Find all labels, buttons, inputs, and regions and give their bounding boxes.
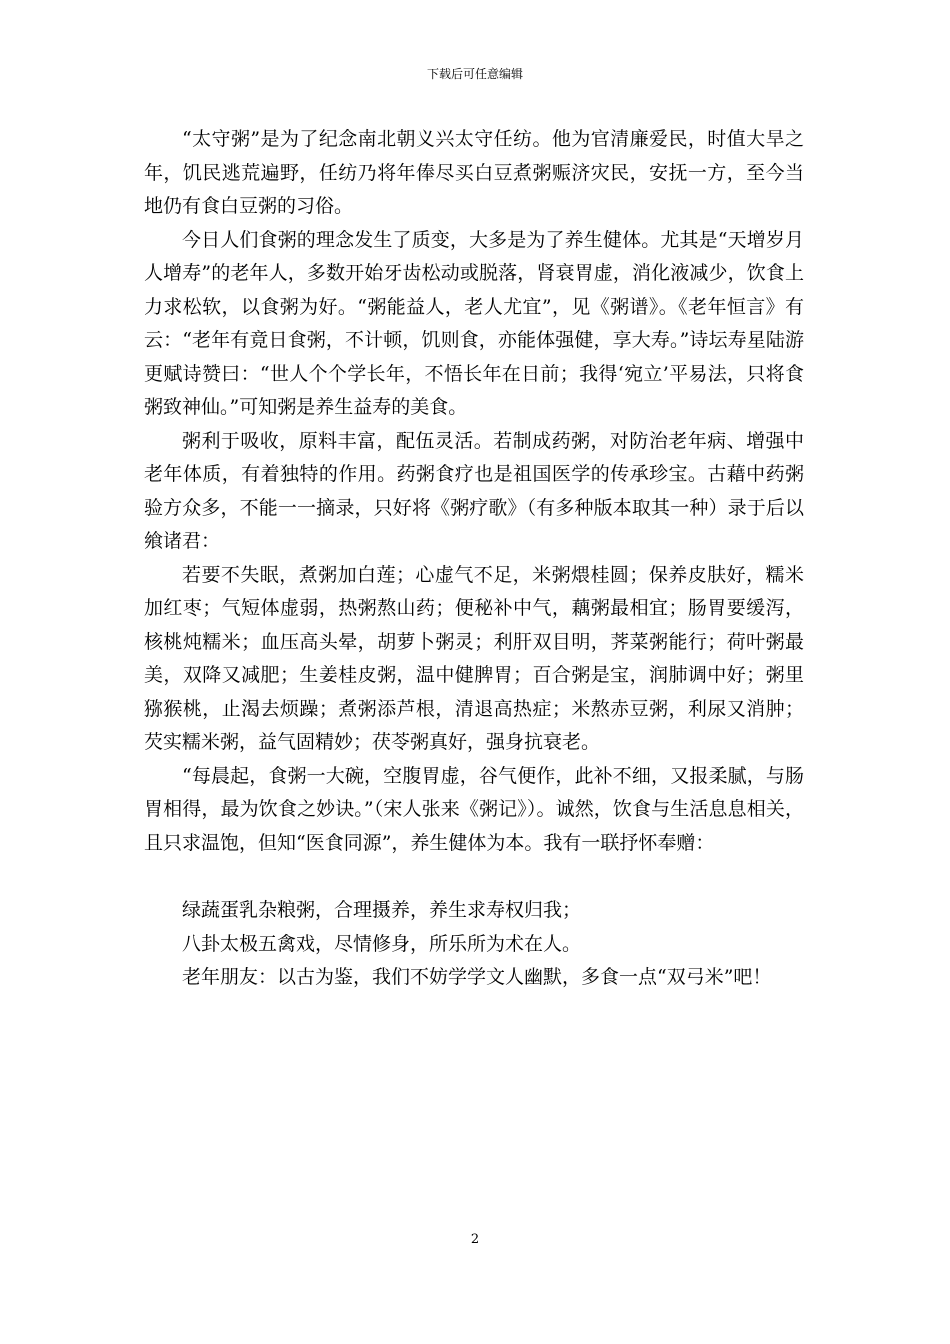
article-body [144, 123, 804, 995]
closing-line: 老年朋友：以古为鉴，我们不妨学学文人幽默，多食一点“双弓米”吧！ [182, 966, 772, 988]
paragraph-health-porridge: 今日人们食粥的理念发生了质变，大多是为了养生健体。尤其是“天增岁月人增寿”的老年人，多数开始牙齿松动或脱落，肾衰胃虚，消化液减少，饮食上力求松软，以食粥为好。“粥能益人，老人尤宜”，见《粥谱》。《老年恒言》有云：“老年有竟日食粥，不计顿，饥则食，亦能体强健，享大寿。”诗坛寿星陆游更赋诗赞曰：“世人个个学长年，不悟长年在日前；我得‘宛立’平易法，只将食粥致神仙。”可知粥是养生益寿的美食。 [144, 228, 804, 418]
paragraph-medicinal-porridge: 粥利于吸收，原料丰富，配伍灵活。若制成药粥，对防治老年病、增强中老年体质，有着独特的作用。药粥食疗也是祖国医学的传承珍宝。古藉中药粥验方众多，不能一一摘录，只好将《粥疗歌》（有多种版本取其一种）录于后以飨诸君： [144, 429, 804, 552]
page-number: 2 [470, 1232, 480, 1247]
page-header: 下载后可任意编辑 [426, 67, 523, 81]
couplet-line-2: 八卦太极五禽戏，尽情修身，所乐所为术在人。 [182, 932, 582, 955]
blank-line [144, 860, 804, 894]
paragraph-taishou-porridge: “太守粥”是为了纪念南北朝义兴太守任纺。他为官清廉爱民，时值大旱之年，饥民逃荒遍野，任纺乃将年俸尽买白豆煮粥赈济灾民，安抚一方，至今当地仍有食白豆粥的习俗。 [144, 128, 804, 217]
paragraph-porridge-record: “每晨起，食粥一大碗，空腹胃虚，谷气便作，此补不细，又报柔腻，与肠胃相得，最为饮食之妙诀。”（宋人张来《粥记》）。诚然，饮食与生活息息相关，且只求温饱，但知“医食同源”，养生健体为本。我有一联抒怀奉赠： [144, 764, 804, 854]
paragraph-porridge-song: 若要不失眠，煮粥加白莲；心虚气不足，米粥煨桂圆；保养皮肤好，糯米加红枣；气短体虚弱，热粥熬山药；便秘补中气，藕粥最相宜；肠胃要缓泻，核桃炖糯米；血压高头晕，胡萝卜粥灵；利肝双目明，荠菜粥能行；荷叶粥最美，双降又减肥；生姜桂皮粥，温中健脾胃；百合粥是宝，润肺调中好；粥里猕猴桃，止渴去烦躁；煮粥添芦根，清退高热症；米熬赤豆粥，利尿又消肿；芡实糯米粥，益气固精妙；茯苓粥真好，强身抗衰老。 [144, 563, 804, 753]
couplet-line-1: 绿蔬蛋乳杂粮粥，合理摄养，养生求寿权归我； [182, 899, 582, 921]
